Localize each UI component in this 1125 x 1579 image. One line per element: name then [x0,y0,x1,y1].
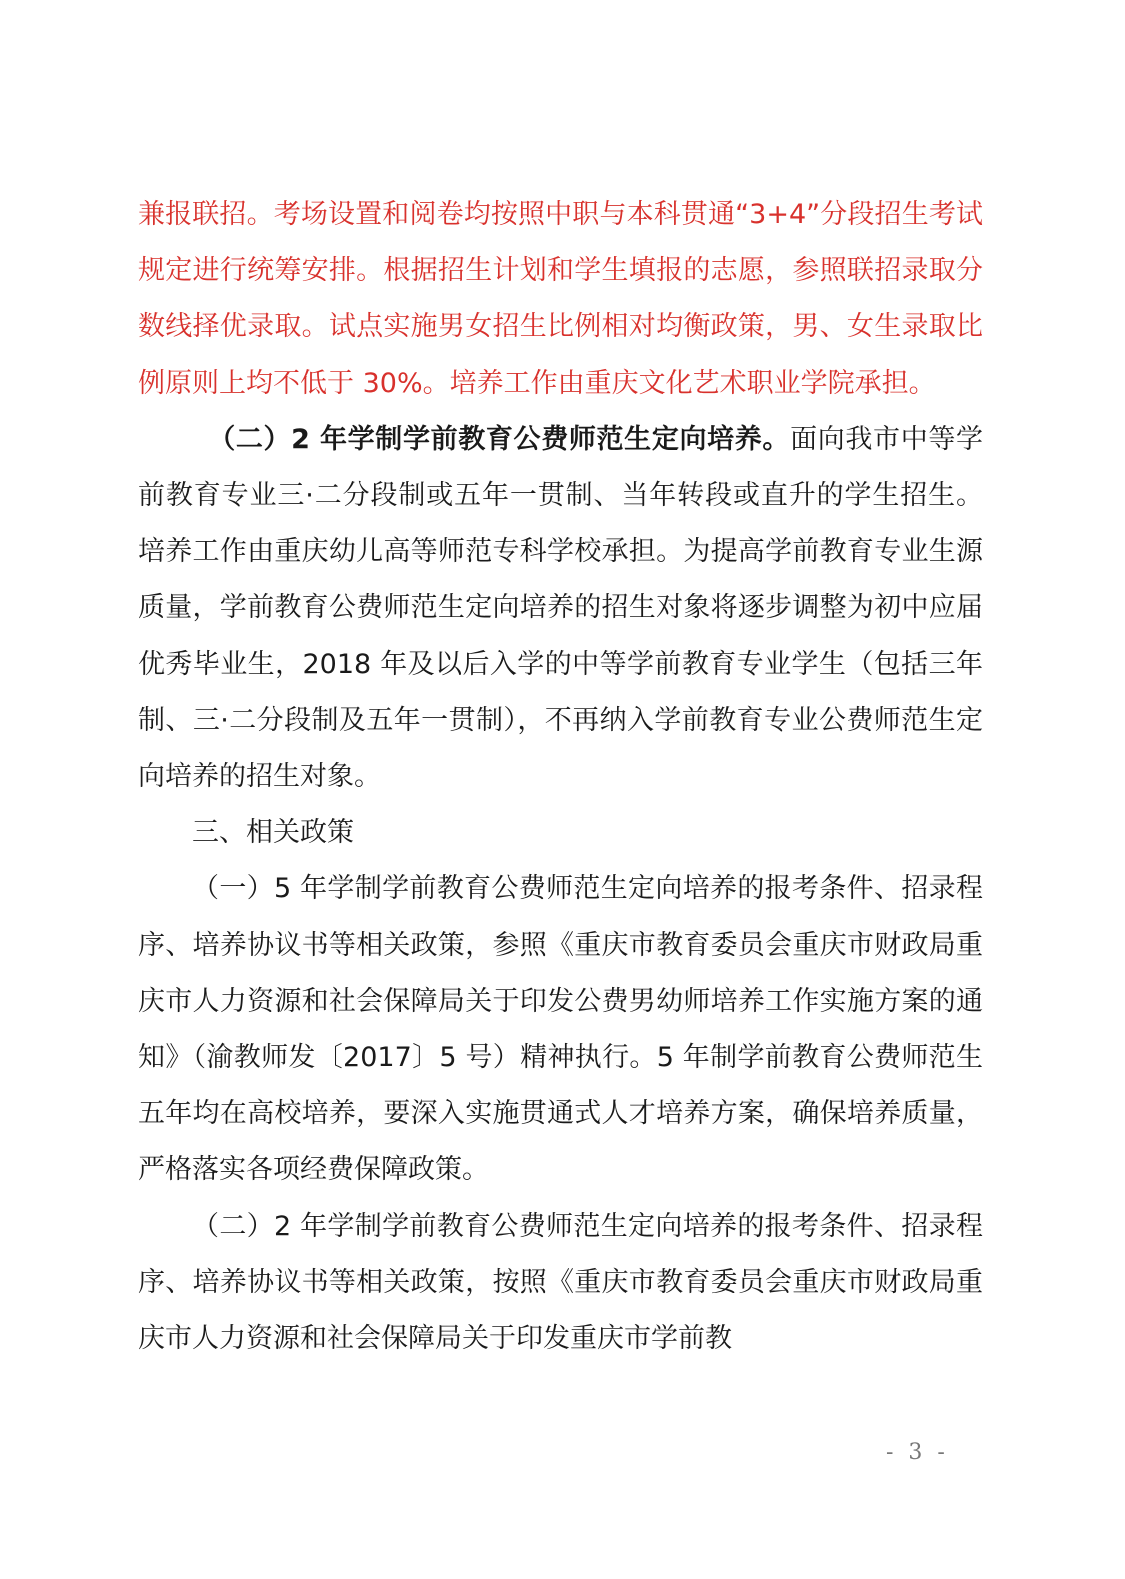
paragraph-heading-2-year: （二）2 年学制学前教育公费师范生定向培养。 [208,423,791,455]
document-body [138,187,983,1367]
paragraph-policy-5-year: （一）5 年学制学前教育公费师范生定向培养的报考条件、招录程序、培养协议书等相关政策，参照《重庆市教育委员会重庆市财政局重庆市人力资源和社会保障局关于印发公费男幼师培养工作实施方案的通知》（渝教师发〔2017〕5 号）精神执行。5 年制学前教育公费师范生五年均在高校培养，要深入实施贯通式人才培养方案，确保培养质量，严格落实各项经费保障政策。 [138,873,983,1186]
paragraph-body-2-year: 面向我市中等学前教育专业三·二分段制或五年一贯制、当年转段或直升的学生招生。培养工作由重庆幼儿高等师范专科学校承担。为提高学前教育专业生源质量，学前教育公费师范生定向培养的招生对象将逐步调整为初中应届优秀毕业生，2018 年及以后入学的中等学前教育专业学生（包括三年制、三·二分段制及五年一贯制），不再纳入学前教育专业公费师范生定向培养的招生对象。 [138,423,984,793]
paragraph-policy-2-year: （二）2 年学制学前教育公费师范生定向培养的报考条件、招录程序、培养协议书等相关政策，按照《重庆市教育委员会重庆市财政局重庆市人力资源和社会保障局关于印发重庆市学前教 [138,1210,983,1355]
paragraph-red-highlight: 兼报联招。考场设置和阅卷均按照中职与本科贯通“3+4”分段招生考试规定进行统筹安排。根据招生计划和学生填报的志愿，参照联招录取分数线择优录取。试点实施男女招生比例相对均衡政策，男、女生录取比例原则上均不低于 30%。培养工作由重庆文化艺术职业学院承担。 [138,199,983,399]
section-title-related-policies: 三、相关政策 [192,817,354,849]
page-number: - 3 - [886,1440,949,1465]
paragraph-2-year-program [138,412,983,805]
